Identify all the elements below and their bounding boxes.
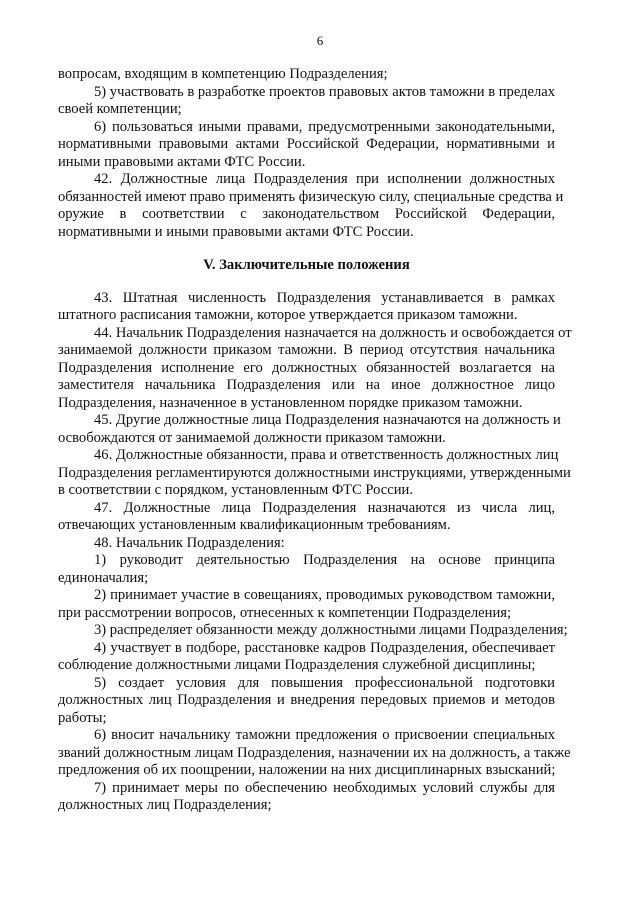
paragraph bbox=[58, 447, 571, 500]
paragraph bbox=[58, 622, 568, 640]
paragraph bbox=[58, 500, 555, 535]
text-line: Подразделения, назначенное в установленном порядке приказом таможни. bbox=[58, 394, 523, 411]
text-line: занимаемой должности приказом таможни. В период отсутствия начальника bbox=[58, 342, 555, 358]
paragraph bbox=[58, 535, 555, 553]
paragraph bbox=[58, 171, 564, 241]
text-line: отвечающих установленным квалификационным требованиям. bbox=[58, 517, 451, 533]
text-line: штатного расписания таможни, которое утверждается приказом таможни. bbox=[58, 307, 518, 323]
text-line: предложения об их поощрении, наложении на них дисциплинарных взысканий; bbox=[58, 762, 556, 778]
text-line: должностных лиц Подразделения; bbox=[58, 797, 272, 813]
paragraph bbox=[58, 675, 555, 728]
text-line: обязанностей имеют право применять физическую силу, специальные средства и bbox=[58, 188, 564, 205]
text-line: 4) участвует в подборе, расстановке кадров Подразделения, обеспечивает bbox=[94, 639, 555, 656]
text-line: званий должностным лицам Подразделения, назначении их на должность, а также bbox=[58, 744, 571, 761]
text-line: 43. Штатная численность Подразделения устанавливается в рамках bbox=[94, 289, 555, 306]
text-line: единоначалия; bbox=[58, 569, 149, 586]
text-line: работы; bbox=[58, 709, 107, 726]
paragraph bbox=[58, 587, 555, 622]
text-line: нормативными и иными правовыми актами ФТС России. bbox=[58, 223, 414, 240]
paragraph bbox=[58, 119, 555, 172]
text-line: 47. Должностные лица Подразделения назначаются из числа лиц, bbox=[94, 499, 555, 516]
text-line: 45. Другие должностные лица Подразделения назначаются на должность и bbox=[94, 412, 561, 428]
section-heading: V. Заключительные положения bbox=[203, 257, 410, 273]
text-line: 7) принимает меры по обеспечению необходимых условий службы для bbox=[94, 779, 555, 796]
text-line: должностных лиц Подразделения и внедрения передовых приемов и методов bbox=[58, 692, 555, 708]
paragraph bbox=[58, 84, 555, 119]
paragraph bbox=[58, 412, 561, 447]
paragraph bbox=[58, 552, 555, 587]
text-line: Подразделения регламентируются должностными инструкциями, утвержденными bbox=[58, 464, 571, 481]
text-line: освобождаются от занимаемой должности приказом таможни. bbox=[58, 429, 446, 446]
text-line: 48. Начальник Подразделения: bbox=[94, 534, 285, 551]
text-line: заместителя начальника Подразделения или на иное должностное лицо bbox=[58, 377, 555, 393]
text-line: нормативными правовыми актами Российской Федерации, нормативными и bbox=[58, 136, 555, 152]
paragraph bbox=[58, 66, 555, 84]
document-body bbox=[58, 66, 572, 815]
paragraph bbox=[58, 640, 555, 675]
text-line: 5) участвовать в разработке проектов правовых актов таможни в пределах bbox=[94, 83, 556, 100]
paragraph bbox=[58, 727, 571, 780]
text-line: 2) принимает участие в совещаниях, проводимых руководством таможни, bbox=[94, 587, 555, 603]
text-line: 6) пользоваться иными правами, предусмотренными законодательными, bbox=[94, 118, 555, 135]
text-line: 3) распределяет обязанности между должностными лицами Подразделения; bbox=[94, 622, 568, 638]
text-line: 1) руководит деятельностью Подразделения на основе принципа bbox=[94, 552, 555, 568]
paragraph bbox=[58, 780, 555, 815]
paragraph bbox=[58, 290, 555, 325]
page-number: 6 bbox=[316, 33, 324, 48]
text-line: вопросам, входящим в компетенцию Подразделения; bbox=[58, 66, 388, 82]
text-line: 46. Должностные обязанности, права и ответственность должностных лиц bbox=[94, 447, 559, 463]
paragraph bbox=[58, 324, 572, 413]
text-line: 5) создает условия для повышения профессиональной подготовки bbox=[94, 674, 555, 691]
text-line: 44. Начальник Подразделения назначается на должность и освобождается от bbox=[94, 324, 572, 341]
text-line: иными правовыми актами ФТС России. bbox=[58, 153, 306, 170]
text-line: 6) вносит начальнику таможни предложения о присвоении специальных bbox=[94, 727, 555, 743]
text-line: в соответствии с порядком, установленным ФТС России. bbox=[58, 482, 413, 498]
text-line: соблюдение должностными лицами Подразделения служебной дисциплины; bbox=[58, 657, 536, 673]
text-line: Подразделения исполнение его должностных обязанностей возлагается на bbox=[58, 359, 555, 376]
text-line: оружие в соответствии с законодательством Российской Федерации, bbox=[58, 206, 555, 222]
text-line: при рассмотрении вопросов, отнесенных к компетенции Подразделения; bbox=[58, 604, 512, 621]
text-line: своей компетенции; bbox=[58, 101, 182, 117]
text-line: 42. Должностные лица Подразделения при исполнении должностных bbox=[94, 171, 555, 187]
